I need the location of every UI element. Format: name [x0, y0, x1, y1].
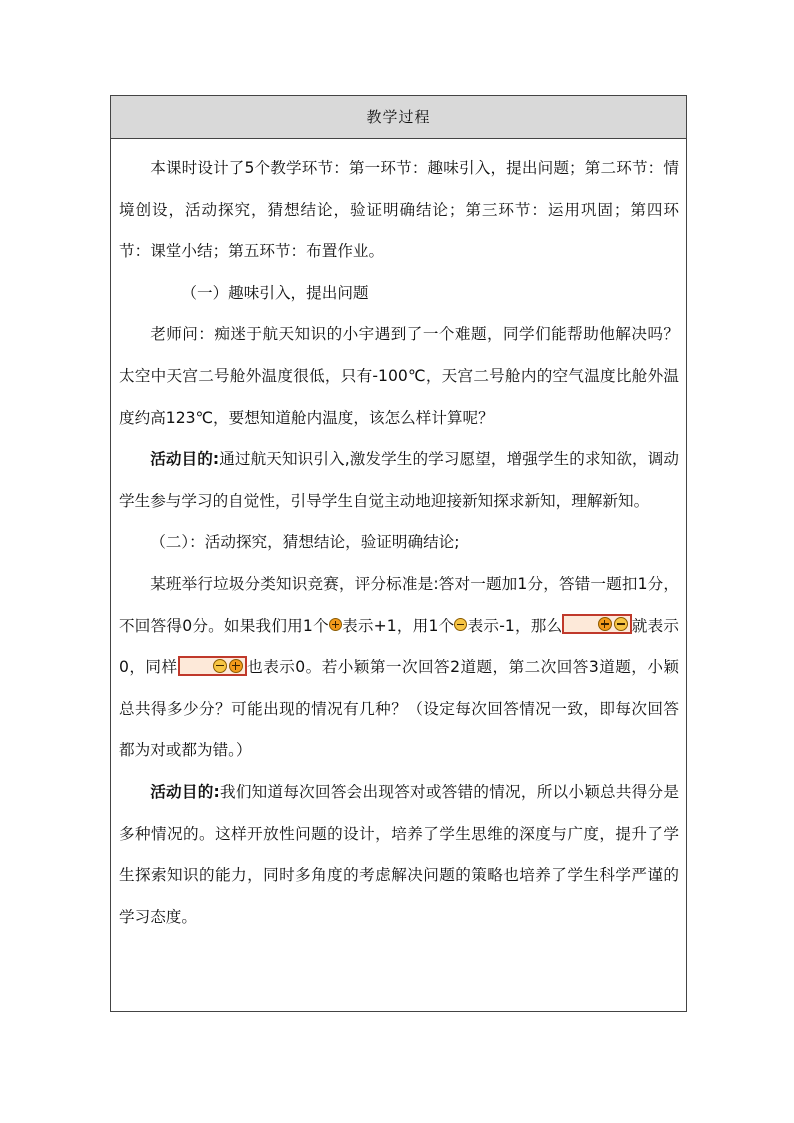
minus-circle-icon — [614, 617, 628, 631]
contest-text-5: 也表示0。若小颖第一次回答2道题，第二次回答3道题，小颖总共得多少分？可能出现的情况有几种？（设定每次回答情况一致，即每次回答都为对或都为错。） — [119, 658, 679, 760]
table-content — [111, 139, 686, 938]
table-header: 教学过程 — [111, 96, 686, 139]
plus-circle-icon — [598, 617, 612, 631]
contest-text-1: 某班举行垃圾分类知识竞赛，评分标准是:答对一题加1分，答错一题扣1分，不回答得0分。如果我们用1个 — [119, 574, 679, 635]
contest-paragraph — [119, 564, 679, 772]
intro-paragraph: 本课时设计了5个教学环节：第一环节：趣味引入，提出问题；第二环节：情境创设，活动探究，猜想结论，验证明确结论；第三环节：运用巩固；第四环节：课堂小结；第五环节：布置作业。 — [119, 159, 679, 261]
plus-circle-icon — [229, 659, 243, 673]
activity-goal-label: 活动目的: — [150, 450, 220, 469]
question-paragraph: 老师问：痴迷于航天知识的小宇遇到了一个难题，同学们能帮助他解决吗？太空中天宫二号舱外温度很低，只有-100℃，天宫二号舱内的空气温度比舱外温度约高123℃，要想知道舱内温度，该怎么样计算呢？ — [119, 325, 679, 427]
minus-plus-pair-icon — [178, 656, 247, 676]
activity-goal-2 — [119, 772, 679, 938]
minus-circle-icon — [454, 618, 467, 631]
plus-circle-icon — [329, 618, 342, 631]
contest-text-2: 表示+1，用1个 — [341, 616, 455, 635]
activity-goal-1 — [119, 439, 679, 522]
activity-goal-text: 我们知道每次回答会出现答对或答错的情况，所以小颖总共得分是多种情况的。这样开放性问题的设计，培养了学生思维的深度与广度，提升了学生探索知识的能力，同时多角度的考虑解决问题的策略也培养了学生科学严谨的学习态度。 — [119, 782, 679, 926]
minus-circle-icon — [213, 659, 227, 673]
contest-text-4: 就表示0，同样 — [119, 616, 679, 677]
activity-goal-label: 活动目的: — [150, 782, 220, 801]
section-2-title: （二）：活动探究，猜想结论，验证明确结论; — [150, 533, 460, 552]
contest-text-3: 表示-1，那么 — [467, 616, 563, 635]
section-1-title: （一）趣味引入，提出问题 — [181, 283, 369, 302]
plus-minus-pair-icon — [562, 614, 631, 634]
activity-goal-text: 通过航天知识引入,激发学生的学习愿望，增强学生的求知欲，调动学生参与学习的自觉性，引导学生自觉主动地迎接新知探求新知，理解新知。 — [119, 450, 679, 510]
teaching-process-table — [110, 95, 687, 1012]
